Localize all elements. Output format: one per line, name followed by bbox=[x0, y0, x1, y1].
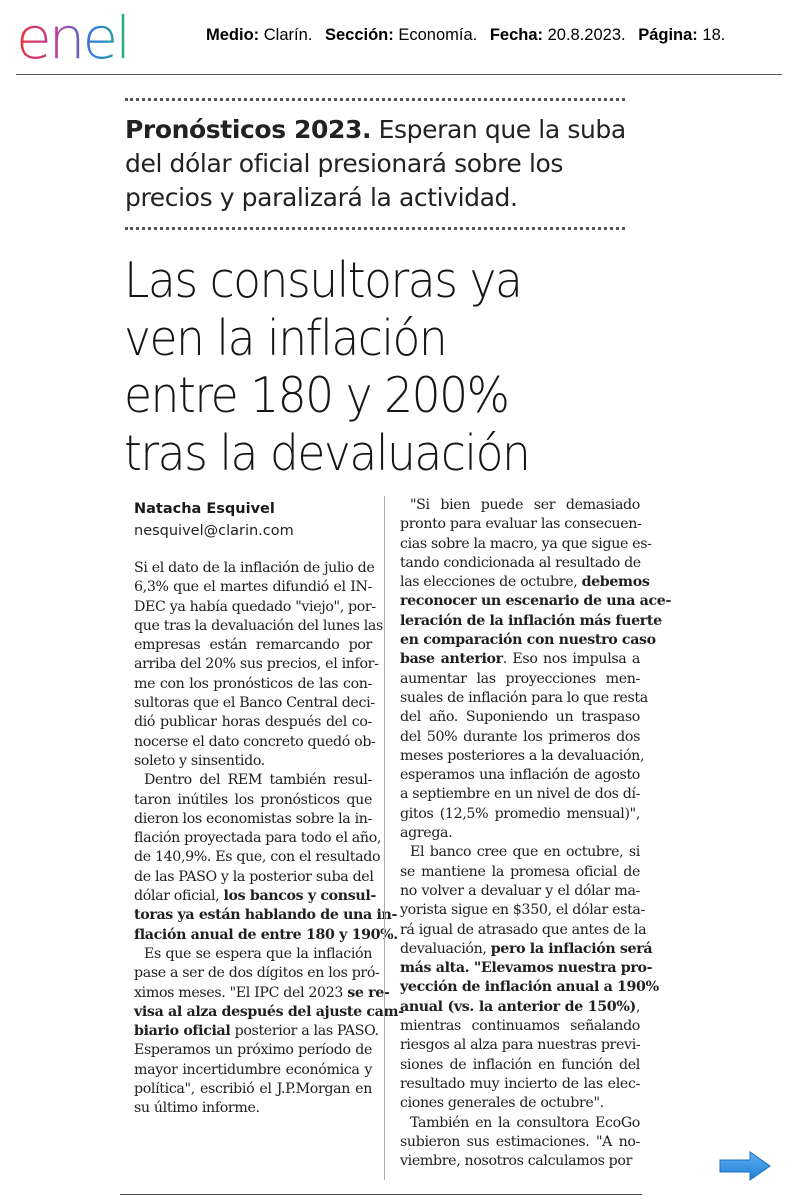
text-line bbox=[400, 1094, 640, 1113]
text-run: Si el dato de la inflación de julio de bbox=[134, 560, 375, 576]
text-line bbox=[400, 747, 645, 766]
text-line bbox=[400, 708, 640, 727]
text-run: se mantiene la promesa oficial de bbox=[400, 863, 640, 880]
headline-line: entre 180 y 200% bbox=[124, 367, 509, 424]
text-run: de las PASO y la posterior suba del bbox=[134, 868, 374, 885]
text-run: Esperamos un próximo período de bbox=[134, 1042, 372, 1059]
text-run: gitos (12,5% promedio mensual)", bbox=[400, 805, 640, 822]
text-line bbox=[134, 1061, 372, 1080]
article-column-right bbox=[400, 496, 671, 1171]
text-run: sultoras que el Banco Central deci- bbox=[134, 695, 375, 712]
bold-text: biario oficial bbox=[134, 1023, 231, 1040]
kicker-top-divider bbox=[125, 98, 625, 101]
article-paragraph bbox=[134, 945, 404, 1119]
text-run: mientras continuamos señalando bbox=[400, 1018, 640, 1035]
text-run: ximos meses. "El IPC del 2023 bbox=[134, 984, 348, 1001]
text-run: Es que se espera que la inflación bbox=[144, 945, 372, 962]
text-line bbox=[134, 1022, 379, 1041]
medio-label: Medio: bbox=[206, 26, 260, 44]
text-line bbox=[400, 554, 640, 573]
text-run: de 140,9%. Es que, con el resultado bbox=[134, 849, 381, 866]
text-line bbox=[134, 810, 372, 829]
text-line bbox=[134, 675, 372, 694]
text-run: 6,3% que el martes difundió el IN- bbox=[134, 579, 372, 596]
text-run: tando condicionada al resultado de bbox=[400, 554, 641, 571]
text-line bbox=[400, 592, 671, 611]
text-run: El banco cree que en octubre, si bbox=[410, 844, 640, 861]
kicker-bottom-divider bbox=[125, 227, 625, 230]
source-metadata bbox=[206, 26, 725, 45]
text-run: política", escribió el J.P.Morgan en bbox=[134, 1081, 372, 1098]
text-line bbox=[134, 752, 372, 771]
header-divider bbox=[16, 74, 782, 75]
text-line bbox=[134, 578, 372, 597]
text-run: no volver a devaluar y el dólar ma- bbox=[400, 882, 640, 899]
bold-text: anual (vs. la anterior de 150%) bbox=[400, 998, 636, 1015]
text-run: riesgos al alza para nuestras previ- bbox=[400, 1037, 641, 1054]
bold-text: base anterior bbox=[400, 651, 503, 668]
text-run: También en la consultora EcoGo bbox=[410, 1114, 640, 1131]
text-line bbox=[134, 771, 372, 790]
column-divider bbox=[384, 496, 385, 1180]
text-run: suales de inflación para lo que resta bbox=[400, 689, 648, 706]
text-line bbox=[400, 901, 645, 920]
article-kicker bbox=[125, 113, 645, 215]
text-line bbox=[400, 843, 640, 862]
text-line bbox=[400, 978, 659, 997]
text-line bbox=[400, 882, 640, 901]
fecha-label: Fecha: bbox=[489, 26, 543, 44]
text-run: cias sobre la macro, ya que sigue es- bbox=[400, 535, 652, 552]
bold-text: reconocer un escenario de una ace- bbox=[400, 593, 671, 610]
text-line bbox=[400, 670, 640, 689]
text-run: flación proyectada para todo el año, bbox=[134, 830, 382, 847]
text-run: del 50% durante los primeros dos bbox=[400, 728, 640, 745]
text-run: a septiembre en un nivel de dos dí- bbox=[400, 786, 641, 803]
bold-text: flación anual de entre 180 y 190%. bbox=[134, 926, 398, 943]
seccion-value: Economía. bbox=[398, 26, 478, 44]
bold-text: más alta. "Elevamos nuestra pro- bbox=[400, 960, 653, 977]
text-run: nocerse el dato concreto quedó ob- bbox=[134, 733, 376, 750]
text-line bbox=[400, 496, 640, 515]
text-line bbox=[134, 848, 381, 867]
article-column-left bbox=[134, 559, 404, 1119]
text-run: subieron sus estimaciones. "A no- bbox=[400, 1133, 640, 1150]
seccion-label: Sección: bbox=[324, 26, 394, 44]
bold-text: toras ya están hablando de una in- bbox=[134, 907, 397, 924]
text-line bbox=[400, 1133, 640, 1152]
text-line bbox=[400, 573, 650, 592]
text-run: del año. Suponiendo un traspaso bbox=[400, 709, 640, 726]
kicker-bold: Pronósticos 2023. bbox=[125, 115, 372, 144]
text-run: empresas están remarcando por bbox=[134, 637, 372, 654]
text-run: las elecciones de octubre, bbox=[400, 574, 582, 591]
text-line bbox=[400, 631, 656, 650]
text-run: arriba del 20% sus precios, el infor- bbox=[134, 656, 379, 673]
article-paragraph bbox=[134, 771, 398, 945]
pagina-label: Página: bbox=[638, 26, 698, 44]
text-run: siones de inflación en función del bbox=[400, 1056, 640, 1073]
text-line bbox=[400, 1152, 640, 1171]
headline-line: tras la devaluación bbox=[124, 424, 530, 482]
text-run: viembre, nosotros calculamos por bbox=[400, 1153, 633, 1170]
svg-text:enel: enel bbox=[16, 6, 129, 70]
bold-text: los bancos y consul- bbox=[223, 888, 376, 905]
article-paragraph bbox=[400, 1114, 640, 1172]
text-run: taron inútiles los pronósticos que bbox=[134, 791, 372, 808]
text-line bbox=[134, 1099, 372, 1118]
text-line bbox=[134, 694, 375, 713]
text-line bbox=[134, 655, 379, 674]
text-run: "Si bien puede ser demasiado bbox=[410, 497, 640, 513]
text-line bbox=[400, 959, 653, 978]
text-line bbox=[134, 868, 372, 887]
text-run: ciones generales de octubre". bbox=[400, 1095, 604, 1112]
headline-line: ven la inflación bbox=[124, 309, 447, 367]
text-run: pase a ser de dos dígitos en los pró- bbox=[134, 965, 380, 982]
text-run: DEC ya había quedado "viejo", por- bbox=[134, 598, 376, 615]
text-line bbox=[134, 617, 383, 636]
text-line bbox=[134, 984, 390, 1003]
headline-line: Las consultoras ya bbox=[124, 252, 522, 309]
text-run: me con los pronósticos de las con- bbox=[134, 675, 372, 692]
text-line bbox=[400, 998, 640, 1017]
text-line bbox=[134, 926, 398, 945]
text-run: Dentro del REM también resul- bbox=[144, 772, 372, 789]
text-run: esperamos una inflación de agosto bbox=[400, 767, 640, 784]
article-paragraph bbox=[400, 496, 671, 843]
bold-text: leración de la inflación más fuerte bbox=[400, 612, 662, 629]
text-line bbox=[134, 887, 376, 906]
text-run: dieron los economistas sobre la in- bbox=[134, 810, 372, 827]
text-line bbox=[400, 824, 640, 843]
text-line bbox=[134, 559, 375, 578]
text-line bbox=[400, 805, 640, 824]
text-run: mayor incertidumbre económica y bbox=[134, 1061, 372, 1078]
text-line bbox=[400, 863, 640, 882]
text-line bbox=[400, 612, 662, 631]
text-run: soleto y sinsentido. bbox=[134, 752, 265, 769]
text-run: su último informe. bbox=[134, 1100, 260, 1117]
text-line bbox=[400, 535, 652, 554]
kicker-text: Esperan que la suba del dólar oficial presionará sobre los precios y paralizará la actividad. bbox=[125, 115, 626, 212]
text-line bbox=[400, 1017, 640, 1036]
text-run: que tras la devaluación del lunes las bbox=[134, 617, 383, 634]
text-line bbox=[134, 791, 372, 810]
bold-text: pero la inflación será bbox=[490, 940, 653, 957]
medio-value: Clarín. bbox=[263, 26, 313, 44]
text-line bbox=[400, 1056, 640, 1075]
text-line bbox=[400, 785, 640, 804]
text-run: dólar oficial, bbox=[134, 888, 224, 905]
text-line bbox=[134, 906, 397, 925]
text-run: . Eso nos impulsa a bbox=[502, 651, 641, 668]
enel-logo bbox=[16, 6, 181, 70]
text-line bbox=[134, 964, 380, 983]
text-line bbox=[134, 1080, 372, 1099]
article-paragraph bbox=[134, 559, 383, 771]
bold-text: yección de inflación anual a 190% bbox=[400, 979, 659, 996]
text-run: resultado muy incierto de las elec- bbox=[400, 1075, 640, 1092]
text-line bbox=[134, 829, 382, 848]
fecha-value: 20.8.2023. bbox=[547, 26, 626, 44]
text-run: rá igual de atrasado que antes de la bbox=[400, 921, 647, 938]
text-line bbox=[400, 515, 640, 534]
article-paragraph bbox=[400, 843, 659, 1113]
text-line bbox=[134, 945, 372, 964]
text-line bbox=[400, 940, 653, 959]
byline bbox=[134, 498, 294, 542]
text-line bbox=[400, 728, 640, 747]
bold-text: se re- bbox=[347, 984, 390, 1001]
text-run: meses posteriores a la devaluación, bbox=[400, 747, 645, 764]
bold-text: debemos bbox=[581, 574, 650, 591]
text-line bbox=[134, 636, 372, 655]
arrow-right-icon[interactable] bbox=[718, 1150, 772, 1182]
text-line bbox=[134, 598, 376, 617]
text-run: pronto para evaluar las consecuen- bbox=[400, 516, 642, 533]
text-line bbox=[134, 733, 376, 752]
author-email: nesquivel@clarin.com bbox=[134, 523, 294, 539]
text-run: agrega. bbox=[400, 825, 453, 842]
bold-text: en comparación con nuestro caso bbox=[400, 632, 656, 649]
text-line bbox=[400, 650, 640, 669]
text-run: posterior a las PASO. bbox=[230, 1023, 379, 1040]
text-line bbox=[400, 689, 648, 708]
text-run: devaluación, bbox=[400, 940, 491, 957]
text-line bbox=[400, 1036, 640, 1055]
text-run: aumentar las proyecciones men- bbox=[400, 670, 640, 687]
article-headline bbox=[124, 252, 645, 482]
text-line bbox=[134, 1041, 372, 1060]
text-line bbox=[400, 1075, 640, 1094]
text-line bbox=[400, 766, 640, 785]
author-name: Natacha Esquivel bbox=[134, 501, 275, 517]
text-run: dió publicar horas después del co- bbox=[134, 714, 372, 731]
text-line bbox=[400, 1114, 640, 1133]
text-line bbox=[400, 921, 647, 940]
text-line bbox=[134, 1003, 404, 1022]
pagina-value: 18. bbox=[702, 26, 726, 44]
text-line bbox=[134, 713, 372, 732]
bottom-divider bbox=[120, 1194, 642, 1195]
text-run: yorista sigue en $350, el dólar esta- bbox=[400, 902, 645, 919]
bold-text: visa al alza después del ajuste cam- bbox=[134, 1003, 404, 1020]
text-run: , bbox=[635, 998, 640, 1015]
